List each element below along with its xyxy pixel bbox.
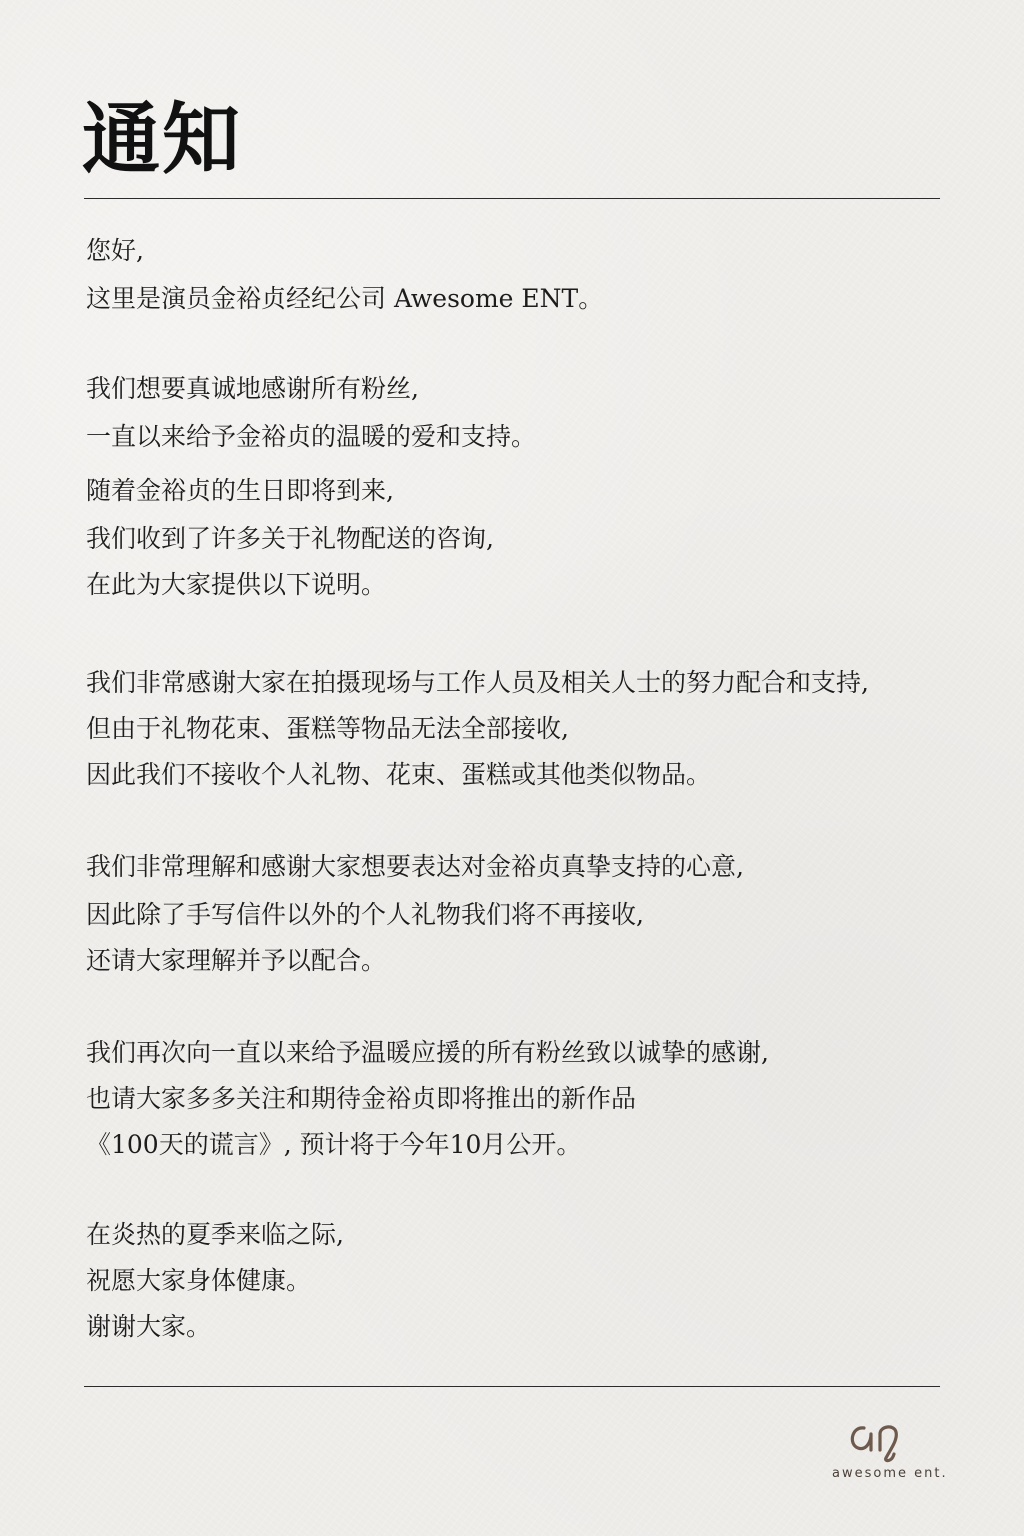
- intro-line: 这里是演员金裕贞经纪公司 Awesome ENT。: [86, 284, 604, 313]
- birthday-line-3: 在此为大家提供以下说明。: [86, 570, 387, 599]
- logo-mark-icon: [844, 1414, 924, 1464]
- new-work-line: 《100天的谎言》, 预计将于今年10月公开。: [86, 1130, 582, 1159]
- summer-line: 在炎热的夏季来临之际,: [86, 1220, 344, 1249]
- top-divider: [84, 198, 940, 199]
- logo-wordmark: awesome ent.: [832, 1466, 948, 1481]
- awesome-ent-logo: [824, 1412, 948, 1488]
- letters-line-1: 我们非常理解和感谢大家想要表达对金裕贞真挚支持的心意,: [86, 852, 744, 881]
- letters-line-3: 还请大家理解并予以配合。: [86, 946, 387, 975]
- greeting-line: 您好,: [86, 236, 144, 265]
- health-line: 祝愿大家身体健康。: [86, 1266, 312, 1295]
- letters-line-2: 因此除了手写信件以外的个人礼物我们将不再接收,: [86, 900, 644, 929]
- notice-title: 通知: [82, 94, 243, 185]
- thanks-line-2: 一直以来给予金裕贞的温暖的爱和支持。: [86, 422, 537, 451]
- policy-line-1: 我们非常感谢大家在拍摄现场与工作人员及相关人士的努力配合和支持,: [86, 668, 869, 697]
- birthday-line-1: 随着金裕贞的生日即将到来,: [86, 476, 394, 505]
- thank-you-line: 谢谢大家。: [86, 1312, 212, 1341]
- closing-thanks-line-2: 也请大家多多关注和期待金裕贞即将推出的新作品: [86, 1084, 637, 1113]
- closing-thanks-line-1: 我们再次向一直以来给予温暖应援的所有粉丝致以诚挚的感谢,: [86, 1038, 769, 1067]
- policy-line-2: 但由于礼物花束、蛋糕等物品无法全部接收,: [86, 714, 569, 743]
- bottom-divider: [84, 1386, 940, 1387]
- birthday-line-2: 我们收到了许多关于礼物配送的咨询,: [86, 524, 494, 553]
- thanks-line-1: 我们想要真诚地感谢所有粉丝,: [86, 374, 419, 403]
- policy-line-3: 因此我们不接收个人礼物、花束、蛋糕或其他类似物品。: [86, 760, 712, 789]
